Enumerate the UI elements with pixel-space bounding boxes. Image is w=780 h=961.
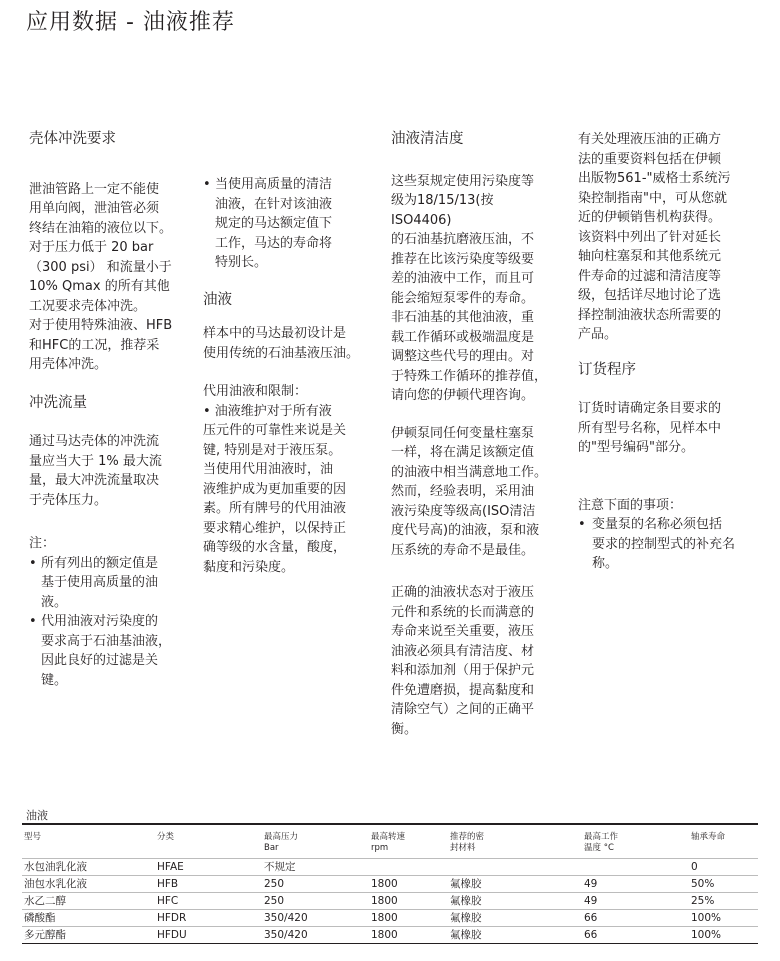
table-row — [22, 910, 758, 927]
text-line: 10% Qmax 的所有其他 — [29, 279, 170, 294]
table-title: 油液 — [26, 809, 48, 822]
text-line: 级，包括详尽地讨论了选 — [578, 288, 722, 303]
column-header-unit: rpm — [371, 843, 389, 853]
text-line: 正确的油液状态对于液压 — [391, 585, 535, 600]
text-line: 当使用代用油液时，油 — [203, 462, 334, 477]
table-cell: 250 — [264, 878, 285, 890]
text-line: 衡。 — [391, 721, 418, 737]
table-cell: 多元醇酯 — [24, 929, 66, 941]
section-heading-case-flushing: 壳体冲洗要求 — [29, 131, 116, 147]
text-line: 所有列出的额定值是 — [41, 555, 159, 571]
table-cell — [369, 859, 448, 876]
column-header — [448, 832, 582, 859]
text-line: 称。 — [592, 556, 619, 571]
table-cell: HFDU — [157, 929, 187, 941]
text-line: 要求高于石油基油液， — [41, 633, 172, 649]
table-cell: 49 — [584, 895, 598, 907]
table-cell: 油包水乳化液 — [24, 878, 87, 890]
text-line: 一样，将在满足该额定值 — [391, 445, 535, 460]
text-line: 压元件的可靠性来说是关 — [203, 423, 347, 438]
section-heading-fluid-cleanliness: 油液清洁度 — [391, 131, 464, 147]
section-heading-flushing-flow: 冲洗流量 — [29, 394, 87, 411]
paragraph-alternative-fluids — [203, 402, 363, 578]
sub-label-alternative-fluids: 代用油液和限制： — [203, 384, 308, 399]
table-cell: HFAE — [157, 861, 184, 873]
text-line: 用壳体冲洗。 — [29, 357, 108, 372]
text-line: 对于压力低于 20 bar — [29, 240, 154, 255]
paragraph-ordering — [578, 399, 743, 458]
text-line: 出版物561-"威格士系统污 — [578, 171, 731, 186]
text-line: 键, 特别是对于液压泵。 — [203, 442, 342, 458]
text-line: 因此良好的过滤是关 — [41, 653, 159, 668]
text-line: 件免遭磨损，提高黏度和 — [391, 682, 535, 698]
table-cell: 1800 — [371, 895, 398, 907]
list-item-text — [592, 515, 743, 574]
table-cell: HFDR — [157, 912, 187, 924]
column-header-unit: Bar — [264, 843, 279, 853]
table-cell — [582, 859, 689, 876]
table-row — [22, 893, 758, 910]
text-line: 液维护成为更加重要的因 — [203, 481, 347, 497]
table-cell: 49 — [584, 878, 598, 890]
text-line: 调整这些代号的理由。对 — [391, 349, 535, 364]
text-line: 对于使用特殊油液、HFB — [29, 318, 173, 333]
text-line: 轴向柱塞泵和其他系统元 — [578, 249, 722, 264]
text-line: 使用传统的石油基液压油。 — [203, 345, 360, 361]
text-line: 样本中的马达最初设计是 — [203, 326, 347, 341]
table-cell: 不规定 — [264, 861, 296, 873]
table-row — [22, 876, 758, 893]
text-line: 要求的控制型式的补充名 — [592, 536, 736, 552]
table-cell: 66 — [584, 912, 598, 924]
list-item-text — [215, 175, 363, 273]
section-heading-ordering: 订货程序 — [578, 361, 636, 378]
table-top-rule — [22, 823, 758, 825]
text-line: 和HFC的工况，推荐采 — [29, 337, 160, 353]
table-cell: 0 — [691, 861, 698, 873]
text-line: 规定的马达额定值下 — [215, 216, 333, 231]
table-cell: 1800 — [371, 912, 398, 924]
text-line: 所有型号名称，见样本中 — [578, 420, 722, 436]
bullet-icon: • — [578, 517, 586, 532]
list-item-text — [41, 554, 179, 613]
text-line: 素。所有牌号的代用油液 — [203, 501, 347, 516]
text-line: 该资料中列出了针对延长 — [578, 229, 722, 245]
text-line: 代用油液对污染度的 — [41, 614, 159, 629]
paragraph-flushing-flow — [29, 432, 179, 510]
text-line: 的"型号编码"部分。 — [578, 440, 694, 455]
table-cell — [448, 859, 582, 876]
bullet-icon: • — [203, 177, 211, 192]
list-item — [29, 612, 179, 690]
text-line: 级为18/15/13(按ISO4406) — [391, 193, 494, 228]
text-line: 液。 — [41, 594, 68, 610]
text-line: 工作，马达的寿命将 — [215, 235, 333, 251]
table-cell: 350/420 — [264, 929, 308, 941]
text-line: 量，最大冲洗流量取决 — [29, 473, 160, 488]
column-header — [262, 832, 369, 859]
table-cell: 250 — [264, 895, 285, 907]
table-cell: HFB — [157, 878, 179, 890]
column-header-label: 最高转速 — [371, 832, 406, 842]
text-line: 的石油基抗磨液压油，不 — [391, 232, 535, 247]
table-cell: 磷酸酯 — [24, 912, 56, 924]
column-header — [155, 832, 262, 859]
column-header — [369, 832, 448, 859]
text-line: 订货时请确定条目要求的 — [578, 401, 722, 416]
list-item-text — [41, 612, 179, 690]
paragraph-fluid-condition — [391, 583, 553, 739]
column-header — [689, 832, 758, 859]
text-line: 的油液中相当满意地工作。 — [391, 464, 548, 480]
table-cell: HFC — [157, 895, 179, 907]
text-line: 于壳体压力。 — [29, 492, 108, 508]
paragraph-eaton-publication — [578, 130, 743, 345]
table-row — [22, 927, 758, 944]
table-cell: 氟橡胶 — [450, 912, 482, 924]
text-line: 泄油管路上一定不能使 — [29, 181, 160, 197]
text-line: 有关处理液压油的正确方 — [578, 132, 722, 147]
text-line: 件寿命的过滤和清洁度等 — [578, 268, 722, 284]
column-header-label: 轴承寿命 — [691, 832, 726, 842]
text-line: 法的重要资料包括在伊顿 — [578, 151, 722, 167]
text-line: 通过马达壳体的冲洗流 — [29, 434, 160, 449]
column-header-label: 推荐的密 — [450, 832, 485, 842]
column-1 — [29, 130, 179, 690]
bullet-icon: • — [29, 614, 37, 629]
text-line: 寿命来说至关重要，液压 — [391, 624, 535, 639]
text-line: 液污染度等级高(ISO清洁 — [391, 503, 536, 519]
text-line: 键。 — [41, 672, 68, 688]
text-line: （300 psi） 和流量小于 — [29, 259, 172, 275]
text-line: 度代号高)的油液，泵和液 — [391, 523, 540, 538]
text-line: 变量泵的名称必须包括 — [592, 517, 723, 532]
text-line: 油液，在针对该油液 — [215, 196, 333, 212]
list-item — [578, 515, 743, 574]
note-label: 注意下面的事项： — [578, 497, 683, 513]
table-cell: 水乙二醇 — [24, 895, 66, 907]
table-header-row — [22, 832, 758, 859]
table-cell: 氟橡胶 — [450, 929, 482, 941]
text-line: 要求精心维护，以保持正 — [203, 520, 347, 536]
table-cell: 氟橡胶 — [450, 895, 482, 907]
text-line: 差的油液中工作，而且可 — [391, 271, 535, 286]
text-line: 量应当大于 1% 最大流 — [29, 453, 162, 469]
text-line: 料和添加剂（用于保护元 — [391, 663, 535, 678]
text-line: 工况要求壳体冲洗。 — [29, 298, 147, 314]
list-item — [29, 554, 179, 613]
text-line: 产品。 — [578, 327, 618, 342]
paragraph-fluids — [203, 324, 363, 363]
column-header-unit: 温度 °C — [584, 843, 614, 853]
text-line: 元件和系统的长而满意的 — [391, 604, 535, 620]
table-cell: 50% — [691, 878, 715, 890]
text-line: 然而，经验表明，采用油 — [391, 484, 535, 499]
column-header — [582, 832, 689, 859]
table-cell: 100% — [691, 912, 722, 924]
fluids-table — [22, 832, 758, 944]
text-line: 择控制油液状态所需要的 — [578, 307, 722, 323]
text-line: 近的伊顿销售机构获得。 — [578, 210, 722, 225]
column-header-label: 型号 — [24, 832, 42, 842]
text-line: 黏度和污染度。 — [203, 559, 295, 575]
column-3 — [391, 130, 553, 739]
text-line: 压系统的寿命不是最佳。 — [391, 542, 535, 558]
text-line: 用单向阀，泄油管必须 — [29, 201, 160, 216]
paragraph-cleanliness — [391, 172, 553, 406]
text-line: 油液必须具有清洁度、材 — [391, 643, 535, 659]
text-line: 基于使用高质量的油 — [41, 575, 159, 590]
text-line: 请向您的伊顿代理咨询。 — [391, 388, 535, 403]
table-cell: 水包油乳化液 — [24, 861, 87, 873]
section-heading-fluids: 油液 — [203, 291, 232, 308]
text-line: 终结在油箱的液位以下。 — [29, 220, 173, 236]
text-line: 染控制指南"中，可从您就 — [578, 190, 727, 206]
table-cell: 25% — [691, 895, 715, 907]
bullet-icon: • — [29, 555, 37, 571]
column-header — [22, 832, 155, 859]
text-line: 能会缩短泵零件的寿命。 — [391, 290, 535, 306]
table-cell: 100% — [691, 929, 722, 941]
column-header-label: 最高工作 — [584, 832, 619, 842]
paragraph-case-flushing — [29, 180, 179, 375]
column-header-label: 最高压力 — [264, 832, 299, 842]
text-line: • 油液维护对于所有液 — [203, 403, 332, 419]
text-line: 特别长。 — [215, 255, 268, 270]
paragraph-eaton-pumps — [391, 424, 553, 561]
text-line: 清除空气）之间的正确平 — [391, 702, 535, 717]
note-label: 注： — [29, 536, 56, 551]
table-row — [22, 859, 758, 876]
text-line: 这些泵规定使用污染度等 — [391, 173, 535, 189]
table-body — [22, 859, 758, 944]
column-4 — [578, 130, 743, 574]
text-line: 载工作循环或极端温度是 — [391, 329, 535, 345]
text-line: 当使用高质量的清洁 — [215, 177, 333, 192]
table-cell: 1800 — [371, 929, 398, 941]
page-title: 应用数据 - 油液推荐 — [26, 10, 235, 35]
text-line: 伊顿泵同任何变量柱塞泵 — [391, 425, 535, 441]
column-header-label: 分类 — [157, 832, 175, 842]
table-cell: 66 — [584, 929, 598, 941]
table-cell: 350/420 — [264, 912, 308, 924]
text-line: 确等级的水含量，酸度， — [203, 540, 347, 555]
column-2 — [203, 130, 363, 577]
column-header-unit: 封材料 — [450, 843, 476, 853]
text-line: 推荐在比该污染度等级要 — [391, 251, 535, 267]
table-cell: 1800 — [371, 878, 398, 890]
table-cell: 氟橡胶 — [450, 878, 482, 890]
text-line: 于特殊工作循环的推荐值， — [391, 368, 548, 384]
list-item — [203, 175, 363, 273]
text-line: 非石油基的其他油液，重 — [391, 310, 535, 325]
